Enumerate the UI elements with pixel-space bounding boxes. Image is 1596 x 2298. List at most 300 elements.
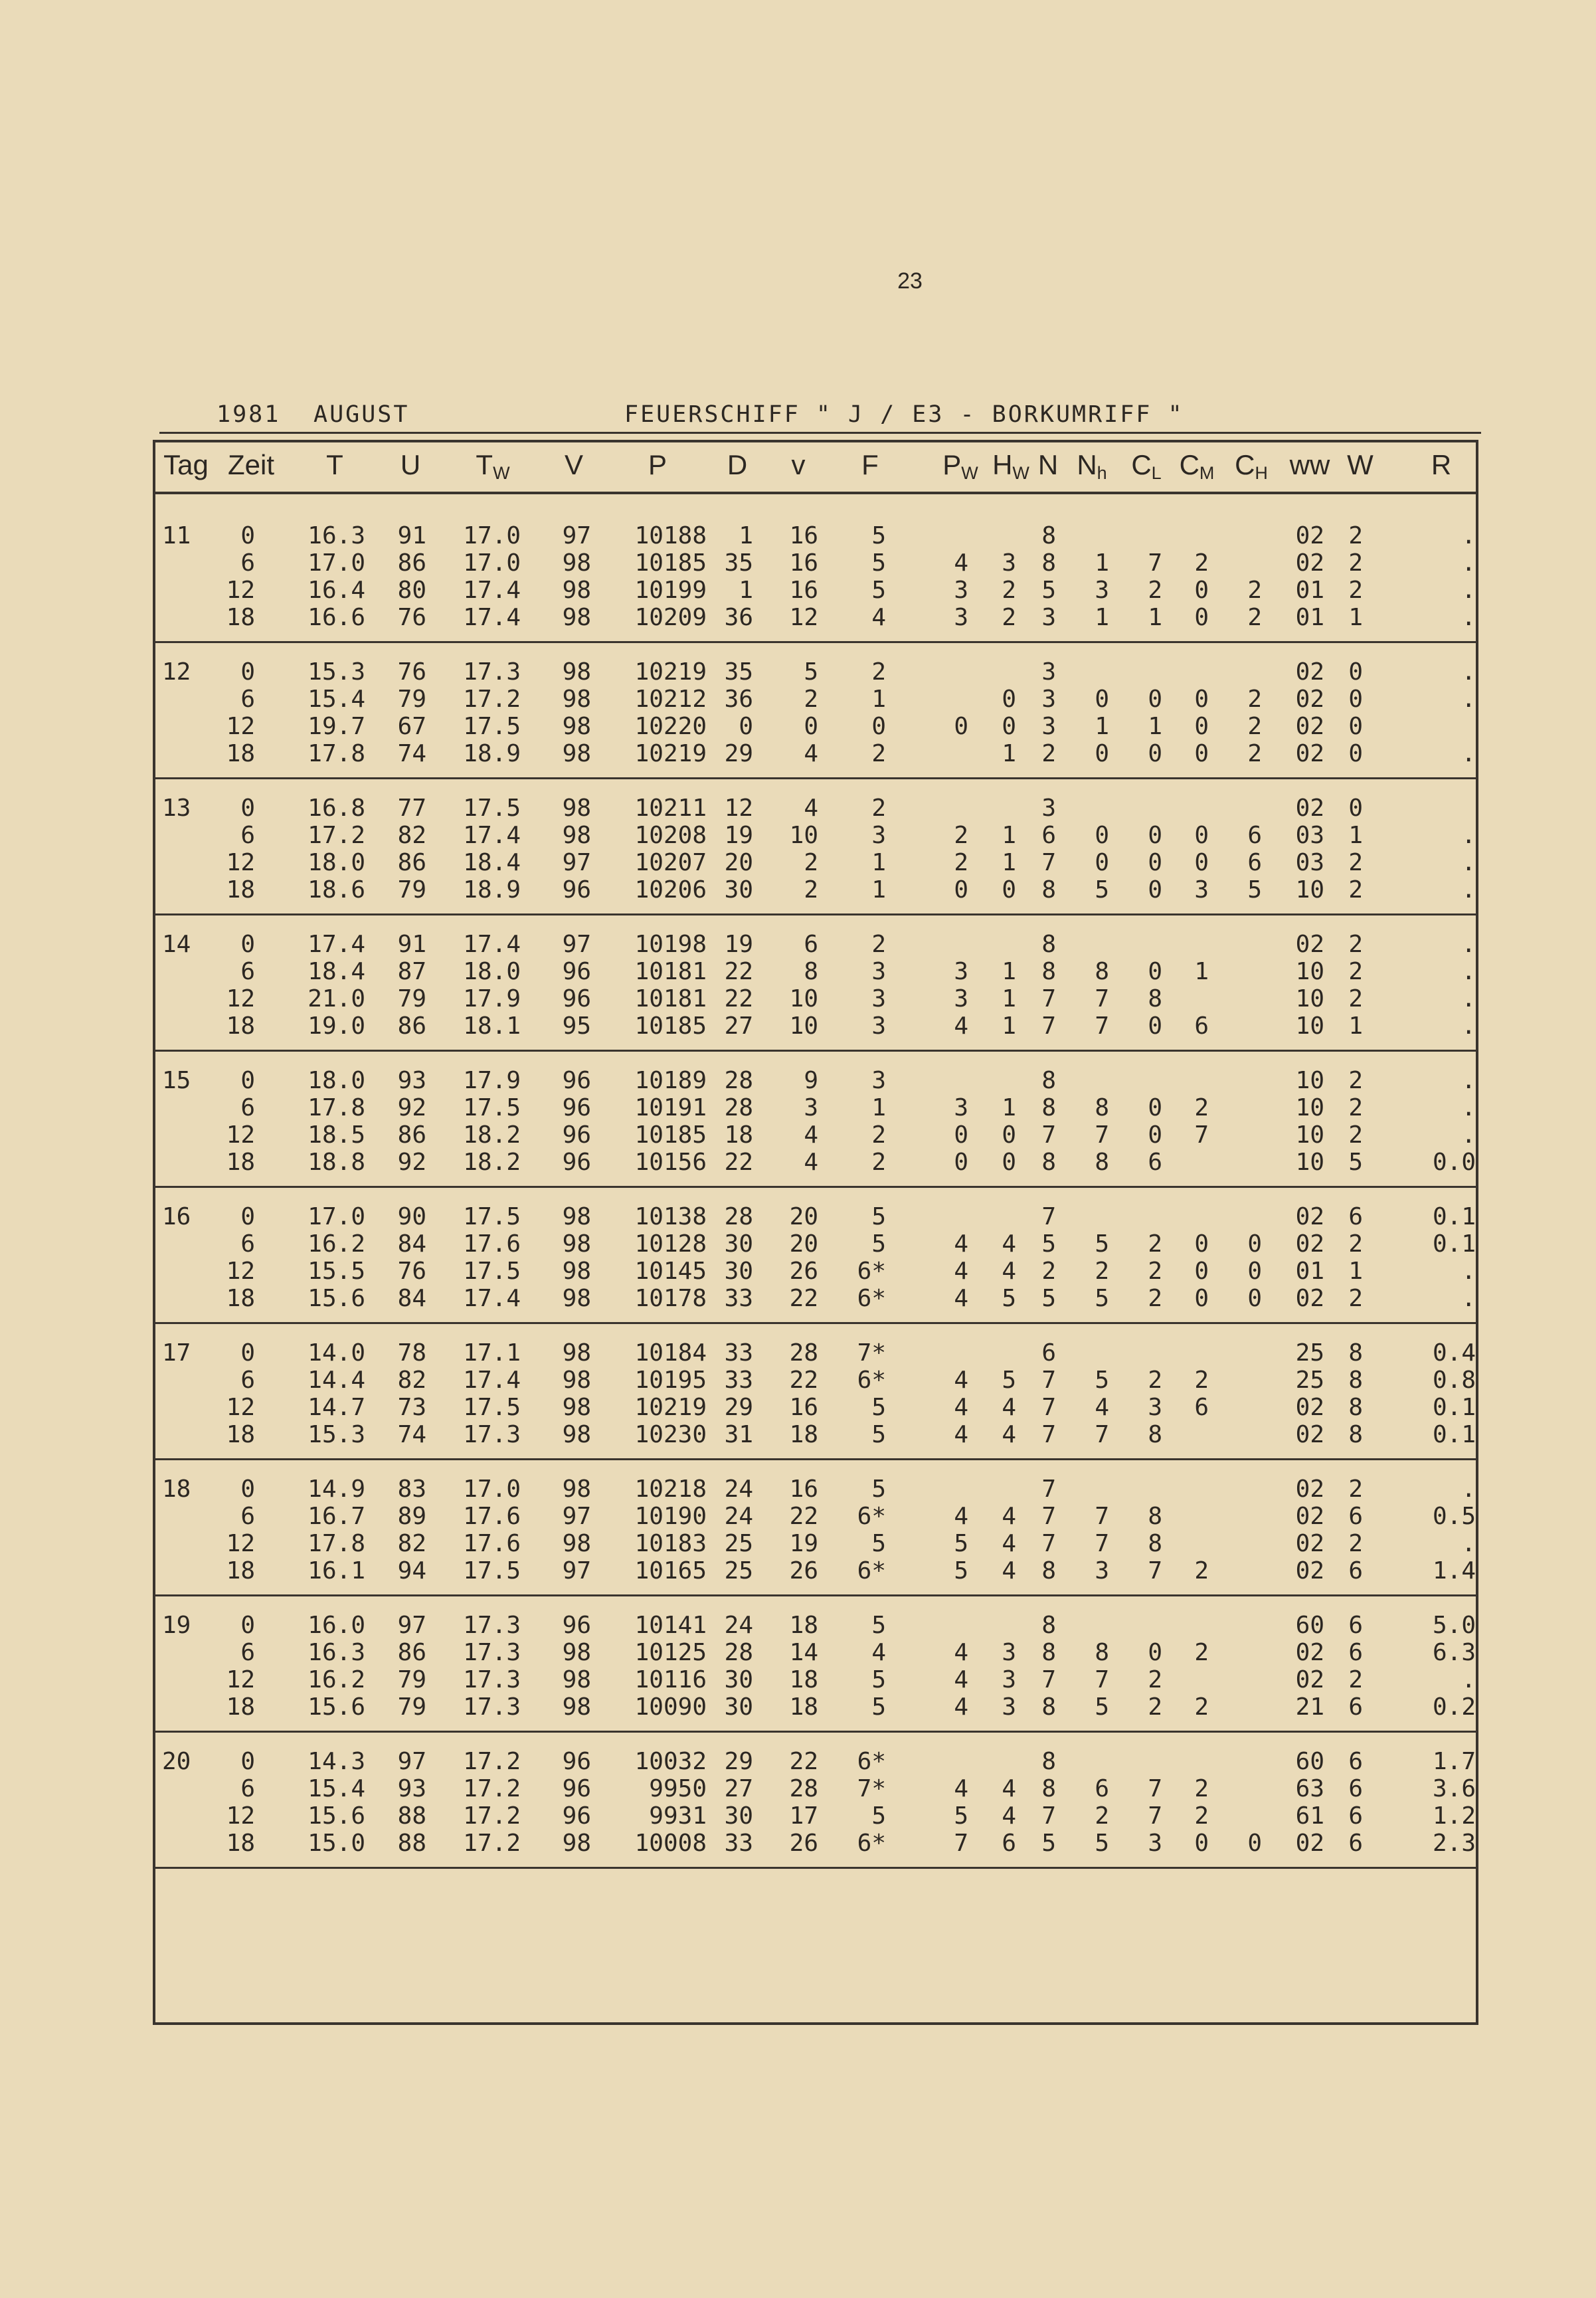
cell-zeit: 18 bbox=[226, 740, 255, 767]
cell-ww: 02 bbox=[1295, 549, 1324, 577]
cell-w: 6 bbox=[1348, 1203, 1363, 1230]
cell-ww: 02 bbox=[1295, 1285, 1324, 1312]
col-n: N bbox=[1037, 449, 1059, 480]
cell-v: 98 bbox=[562, 1639, 591, 1666]
cell-r: . bbox=[1461, 1012, 1476, 1040]
col-tw-main: T bbox=[476, 449, 493, 480]
cell-t: 19.7 bbox=[308, 713, 365, 740]
cell-cl: 0 bbox=[1148, 1094, 1162, 1121]
cell-w: 2 bbox=[1348, 1121, 1363, 1149]
cell-u: 79 bbox=[397, 1693, 426, 1721]
cell-hw: 4 bbox=[1002, 1775, 1016, 1802]
cell-u: 82 bbox=[397, 1530, 426, 1557]
cell-nh: 3 bbox=[1095, 1557, 1109, 1584]
cell-hw: 0 bbox=[1002, 1149, 1016, 1176]
cell-f: 5 bbox=[871, 549, 886, 577]
cell-t: 18.8 bbox=[308, 1149, 365, 1176]
cell-f: 2 bbox=[871, 1121, 886, 1149]
cell-ww: 02 bbox=[1295, 1639, 1324, 1666]
cell-p: 10211 bbox=[634, 795, 707, 822]
cell-nh: 5 bbox=[1095, 1693, 1109, 1721]
cell-ww: 10 bbox=[1295, 1012, 1324, 1040]
cell-v: 98 bbox=[562, 1367, 591, 1394]
cell-u: 91 bbox=[397, 931, 426, 958]
cell-cm: 0 bbox=[1194, 1258, 1209, 1285]
cell-tw: 17.1 bbox=[463, 1339, 521, 1367]
cell-nh: 8 bbox=[1095, 1149, 1109, 1176]
cell-w: 2 bbox=[1348, 1094, 1363, 1121]
cell-nh: 7 bbox=[1095, 1503, 1109, 1530]
cell-u: 93 bbox=[397, 1067, 426, 1094]
col-hw bbox=[992, 449, 1029, 484]
cell-v: 98 bbox=[562, 1530, 591, 1557]
cell-v: 98 bbox=[562, 1258, 591, 1285]
cell-p: 10165 bbox=[634, 1557, 707, 1584]
cell-v-speed: 9 bbox=[804, 1067, 818, 1094]
cell-pw: 4 bbox=[954, 1394, 968, 1421]
cell-p: 10090 bbox=[634, 1693, 707, 1721]
cell-cm: 6 bbox=[1194, 1394, 1209, 1421]
cell-u: 97 bbox=[397, 1612, 426, 1639]
cell-ww: 02 bbox=[1295, 1230, 1324, 1258]
cell-pw: 4 bbox=[954, 1367, 968, 1394]
cell-d: 31 bbox=[724, 1421, 753, 1448]
cell-f: 6* bbox=[857, 1557, 886, 1584]
cell-tw: 18.2 bbox=[463, 1149, 521, 1176]
cell-v-speed: 18 bbox=[789, 1666, 818, 1693]
cell-v-speed: 22 bbox=[789, 1367, 818, 1394]
cell-tw: 17.5 bbox=[463, 1394, 521, 1421]
cell-f: 3 bbox=[871, 1067, 886, 1094]
cell-r: . bbox=[1461, 740, 1476, 767]
cell-p: 10181 bbox=[634, 958, 707, 985]
cell-u: 73 bbox=[397, 1394, 426, 1421]
cell-tw: 17.2 bbox=[463, 1802, 521, 1830]
cell-v: 98 bbox=[562, 1394, 591, 1421]
cell-u: 86 bbox=[397, 849, 426, 876]
cell-cl: 0 bbox=[1148, 1012, 1162, 1040]
cell-f: 3 bbox=[871, 822, 886, 849]
table-row bbox=[155, 713, 1476, 741]
cell-zeit: 0 bbox=[240, 1339, 255, 1367]
table-row bbox=[155, 604, 1476, 632]
cell-u: 84 bbox=[397, 1285, 426, 1312]
cell-cl: 2 bbox=[1148, 1285, 1162, 1312]
cell-hw: 1 bbox=[1002, 740, 1016, 767]
day-label: 14 bbox=[162, 931, 191, 958]
cell-t: 17.0 bbox=[308, 1203, 365, 1230]
cell-r: 1.7 bbox=[1432, 1748, 1476, 1775]
cell-d: 25 bbox=[724, 1557, 753, 1584]
table-row bbox=[155, 1121, 1476, 1149]
cell-ww: 02 bbox=[1295, 795, 1324, 822]
table-row bbox=[155, 658, 1476, 686]
cell-tw: 17.3 bbox=[463, 1639, 521, 1666]
cell-f: 1 bbox=[871, 686, 886, 713]
cell-pw: 4 bbox=[954, 1775, 968, 1802]
cell-cl: 8 bbox=[1148, 1503, 1162, 1530]
cell-pw: 4 bbox=[954, 1285, 968, 1312]
cell-t: 16.3 bbox=[308, 1639, 365, 1666]
cell-n: 5 bbox=[1041, 1285, 1056, 1312]
cell-cm: 2 bbox=[1194, 1775, 1209, 1802]
cell-zeit: 6 bbox=[240, 1775, 255, 1802]
cell-pw: 3 bbox=[954, 1094, 968, 1121]
cell-p: 10125 bbox=[634, 1639, 707, 1666]
cell-cl: 8 bbox=[1148, 1421, 1162, 1448]
cell-hw: 0 bbox=[1002, 876, 1016, 904]
cell-zeit: 12 bbox=[226, 1258, 255, 1285]
cell-d: 33 bbox=[724, 1367, 753, 1394]
cell-zeit: 12 bbox=[226, 985, 255, 1012]
cell-hw: 4 bbox=[1002, 1421, 1016, 1448]
col-v-upper: V bbox=[564, 449, 584, 480]
cell-cl: 2 bbox=[1148, 1693, 1162, 1721]
cell-pw: 5 bbox=[954, 1557, 968, 1584]
cell-zeit: 12 bbox=[226, 1121, 255, 1149]
cell-w: 2 bbox=[1348, 931, 1363, 958]
cell-d: 30 bbox=[724, 1666, 753, 1693]
table-row bbox=[155, 1339, 1476, 1367]
cell-t: 16.7 bbox=[308, 1503, 365, 1530]
cell-w: 8 bbox=[1348, 1367, 1363, 1394]
cell-t: 15.4 bbox=[308, 1775, 365, 1802]
cell-pw: 7 bbox=[954, 1830, 968, 1857]
cell-n: 5 bbox=[1041, 1230, 1056, 1258]
cell-hw: 5 bbox=[1002, 1285, 1016, 1312]
cell-p: 10185 bbox=[634, 1121, 707, 1149]
cell-p: 10209 bbox=[634, 604, 707, 631]
col-d: D bbox=[727, 449, 748, 480]
table-row bbox=[155, 1612, 1476, 1640]
day-block bbox=[155, 1189, 1476, 1324]
cell-n: 3 bbox=[1041, 713, 1056, 740]
cell-v: 98 bbox=[562, 1285, 591, 1312]
cell-d: 22 bbox=[724, 1149, 753, 1176]
cell-w: 2 bbox=[1348, 522, 1363, 549]
cell-w: 8 bbox=[1348, 1421, 1363, 1448]
cell-v-speed: 18 bbox=[789, 1421, 818, 1448]
cell-n: 8 bbox=[1041, 1775, 1056, 1802]
cell-v-speed: 2 bbox=[804, 849, 818, 876]
cell-zeit: 12 bbox=[226, 1802, 255, 1830]
cell-w: 2 bbox=[1348, 985, 1363, 1012]
cell-t: 17.4 bbox=[308, 931, 365, 958]
cell-u: 92 bbox=[397, 1094, 426, 1121]
table-row bbox=[155, 1476, 1476, 1503]
table-row bbox=[155, 1666, 1476, 1694]
cell-p: 10178 bbox=[634, 1285, 707, 1312]
cell-u: 74 bbox=[397, 740, 426, 767]
cell-d: 12 bbox=[724, 795, 753, 822]
cell-nh: 8 bbox=[1095, 1639, 1109, 1666]
cell-n: 8 bbox=[1041, 1693, 1056, 1721]
day-label: 18 bbox=[162, 1476, 191, 1503]
day-block bbox=[155, 916, 1476, 1052]
cell-n: 3 bbox=[1041, 604, 1056, 631]
table-row bbox=[155, 1394, 1476, 1422]
cell-u: 91 bbox=[397, 522, 426, 549]
cell-cm: 3 bbox=[1194, 876, 1209, 904]
cell-f: 5 bbox=[871, 1693, 886, 1721]
cell-r: . bbox=[1461, 577, 1476, 604]
cell-nh: 2 bbox=[1095, 1802, 1109, 1830]
cell-v-speed: 14 bbox=[789, 1639, 818, 1666]
cell-w: 6 bbox=[1348, 1693, 1363, 1721]
cell-nh: 8 bbox=[1095, 958, 1109, 985]
cell-f: 3 bbox=[871, 985, 886, 1012]
cell-n: 2 bbox=[1041, 1258, 1056, 1285]
cell-tw: 17.5 bbox=[463, 1557, 521, 1584]
cell-pw: 4 bbox=[954, 1012, 968, 1040]
cell-v-speed: 2 bbox=[804, 876, 818, 904]
cell-u: 67 bbox=[397, 713, 426, 740]
col-f: F bbox=[861, 449, 879, 480]
cell-r: 0.8 bbox=[1432, 1367, 1476, 1394]
cell-w: 6 bbox=[1348, 1503, 1363, 1530]
cell-t: 15.0 bbox=[308, 1830, 365, 1857]
cell-f: 1 bbox=[871, 1094, 886, 1121]
cell-zeit: 6 bbox=[240, 1639, 255, 1666]
cell-d: 0 bbox=[739, 713, 753, 740]
cell-v-speed: 0 bbox=[804, 713, 818, 740]
cell-r: 1.2 bbox=[1432, 1802, 1476, 1830]
cell-u: 79 bbox=[397, 876, 426, 904]
cell-r: . bbox=[1461, 658, 1476, 686]
cell-tw: 17.2 bbox=[463, 1830, 521, 1857]
day-label: 12 bbox=[162, 658, 191, 686]
cell-pw: 3 bbox=[954, 604, 968, 631]
cell-r: . bbox=[1461, 985, 1476, 1012]
table-row bbox=[155, 1067, 1476, 1095]
title-rule bbox=[159, 432, 1481, 434]
cell-w: 1 bbox=[1348, 1012, 1363, 1040]
cell-n: 8 bbox=[1041, 1067, 1056, 1094]
cell-r: . bbox=[1461, 522, 1476, 549]
cell-r: 0.2 bbox=[1432, 1693, 1476, 1721]
cell-r: 5.0 bbox=[1432, 1612, 1476, 1639]
table-row bbox=[155, 1421, 1476, 1449]
cell-w: 6 bbox=[1348, 1830, 1363, 1857]
table-row bbox=[155, 1094, 1476, 1122]
table-title bbox=[159, 401, 1474, 433]
cell-f: 4 bbox=[871, 1639, 886, 1666]
cell-ww: 60 bbox=[1295, 1748, 1324, 1775]
cell-ww: 25 bbox=[1295, 1339, 1324, 1367]
cell-t: 15.6 bbox=[308, 1802, 365, 1830]
cell-w: 2 bbox=[1348, 577, 1363, 604]
cell-cm: 0 bbox=[1194, 849, 1209, 876]
cell-v-speed: 16 bbox=[789, 549, 818, 577]
cell-tw: 17.3 bbox=[463, 1421, 521, 1448]
cell-hw: 1 bbox=[1002, 849, 1016, 876]
cell-t: 18.5 bbox=[308, 1121, 365, 1149]
cell-f: 5 bbox=[871, 1530, 886, 1557]
cell-v: 98 bbox=[562, 686, 591, 713]
col-pw-sub: W bbox=[961, 463, 978, 483]
cell-t: 17.8 bbox=[308, 740, 365, 767]
cell-t: 21.0 bbox=[308, 985, 365, 1012]
cell-t: 16.6 bbox=[308, 604, 365, 631]
cell-zeit: 12 bbox=[226, 1530, 255, 1557]
cell-w: 8 bbox=[1348, 1394, 1363, 1421]
cell-ww: 02 bbox=[1295, 658, 1324, 686]
cell-ww: 10 bbox=[1295, 985, 1324, 1012]
table-row bbox=[155, 795, 1476, 822]
cell-cl: 0 bbox=[1148, 822, 1162, 849]
day-label: 19 bbox=[162, 1612, 191, 1639]
cell-p: 10188 bbox=[634, 522, 707, 549]
cell-pw: 4 bbox=[954, 1639, 968, 1666]
cell-v-speed: 10 bbox=[789, 822, 818, 849]
cell-w: 1 bbox=[1348, 822, 1363, 849]
cell-cm: 6 bbox=[1194, 1012, 1209, 1040]
cell-u: 76 bbox=[397, 658, 426, 686]
cell-t: 15.5 bbox=[308, 1258, 365, 1285]
cell-nh: 7 bbox=[1095, 1421, 1109, 1448]
cell-d: 25 bbox=[724, 1530, 753, 1557]
col-u: U bbox=[400, 449, 421, 480]
col-cm bbox=[1180, 449, 1215, 484]
cell-hw: 4 bbox=[1002, 1258, 1016, 1285]
cell-cl: 7 bbox=[1148, 1802, 1162, 1830]
cell-d: 30 bbox=[724, 1258, 753, 1285]
day-block bbox=[155, 1052, 1476, 1188]
cell-n: 5 bbox=[1041, 577, 1056, 604]
cell-nh: 0 bbox=[1095, 686, 1109, 713]
day-label: 13 bbox=[162, 795, 191, 822]
cell-hw: 0 bbox=[1002, 713, 1016, 740]
cell-u: 88 bbox=[397, 1830, 426, 1857]
cell-n: 8 bbox=[1041, 876, 1056, 904]
col-p: P bbox=[648, 449, 667, 480]
day-block bbox=[155, 1325, 1476, 1460]
cell-u: 97 bbox=[397, 1748, 426, 1775]
cell-cl: 0 bbox=[1148, 849, 1162, 876]
cell-d: 35 bbox=[724, 658, 753, 686]
cell-cm: 1 bbox=[1194, 958, 1209, 985]
cell-pw: 5 bbox=[954, 1530, 968, 1557]
cell-r: 3.6 bbox=[1432, 1775, 1476, 1802]
cell-nh: 0 bbox=[1095, 740, 1109, 767]
cell-ww: 21 bbox=[1295, 1693, 1324, 1721]
table-row bbox=[155, 985, 1476, 1013]
cell-pw: 0 bbox=[954, 876, 968, 904]
cell-v: 98 bbox=[562, 1693, 591, 1721]
cell-v-speed: 10 bbox=[789, 1012, 818, 1040]
month-label: AUGUST bbox=[313, 401, 410, 428]
cell-ww: 03 bbox=[1295, 849, 1324, 876]
cell-p: 10219 bbox=[634, 1394, 707, 1421]
cell-r: . bbox=[1461, 686, 1476, 713]
cell-v-speed: 28 bbox=[789, 1775, 818, 1802]
cell-cm: 0 bbox=[1194, 1285, 1209, 1312]
cell-ww: 01 bbox=[1295, 577, 1324, 604]
cell-ch: 2 bbox=[1247, 686, 1262, 713]
cell-v-speed: 20 bbox=[789, 1203, 818, 1230]
cell-v-speed: 16 bbox=[789, 522, 818, 549]
cell-n: 8 bbox=[1041, 958, 1056, 985]
cell-f: 5 bbox=[871, 1476, 886, 1503]
cell-n: 3 bbox=[1041, 795, 1056, 822]
cell-n: 6 bbox=[1041, 822, 1056, 849]
cell-tw: 17.5 bbox=[463, 1203, 521, 1230]
page-number: 23 bbox=[897, 268, 923, 294]
cell-v-speed: 2 bbox=[804, 686, 818, 713]
cell-pw: 3 bbox=[954, 577, 968, 604]
col-zeit: Zeit bbox=[227, 449, 275, 480]
cell-n: 7 bbox=[1041, 1421, 1056, 1448]
cell-zeit: 12 bbox=[226, 713, 255, 740]
cell-d: 19 bbox=[724, 931, 753, 958]
cell-f: 5 bbox=[871, 1230, 886, 1258]
cell-p: 9950 bbox=[649, 1775, 707, 1802]
cell-cm: 7 bbox=[1194, 1121, 1209, 1149]
cell-w: 2 bbox=[1348, 958, 1363, 985]
cell-d: 33 bbox=[724, 1285, 753, 1312]
cell-n: 7 bbox=[1041, 1012, 1056, 1040]
cell-u: 88 bbox=[397, 1802, 426, 1830]
cell-d: 1 bbox=[739, 577, 753, 604]
cell-cm: 2 bbox=[1194, 1557, 1209, 1584]
cell-ww: 10 bbox=[1295, 958, 1324, 985]
cell-zeit: 6 bbox=[240, 1367, 255, 1394]
cell-r: 6.3 bbox=[1432, 1639, 1476, 1666]
cell-r: . bbox=[1461, 1121, 1476, 1149]
cell-n: 7 bbox=[1041, 985, 1056, 1012]
cell-t: 15.3 bbox=[308, 658, 365, 686]
cell-f: 3 bbox=[871, 958, 886, 985]
cell-cm: 2 bbox=[1194, 1639, 1209, 1666]
cell-t: 16.2 bbox=[308, 1666, 365, 1693]
cell-v: 95 bbox=[562, 1012, 591, 1040]
cell-ww: 01 bbox=[1295, 604, 1324, 631]
cell-zeit: 6 bbox=[240, 549, 255, 577]
cell-p: 10220 bbox=[634, 713, 707, 740]
cell-v-speed: 4 bbox=[804, 740, 818, 767]
cell-tw: 17.4 bbox=[463, 577, 521, 604]
cell-p: 10185 bbox=[634, 1012, 707, 1040]
cell-t: 17.8 bbox=[308, 1094, 365, 1121]
cell-v-speed: 28 bbox=[789, 1339, 818, 1367]
cell-t: 19.0 bbox=[308, 1012, 365, 1040]
cell-tw: 18.0 bbox=[463, 958, 521, 985]
cell-zeit: 0 bbox=[240, 1067, 255, 1094]
cell-v-speed: 19 bbox=[789, 1530, 818, 1557]
col-cl-main: C bbox=[1131, 449, 1152, 480]
cell-hw: 1 bbox=[1002, 822, 1016, 849]
cell-hw: 3 bbox=[1002, 1693, 1016, 1721]
cell-v-speed: 4 bbox=[804, 795, 818, 822]
cell-zeit: 0 bbox=[240, 522, 255, 549]
cell-t: 17.0 bbox=[308, 549, 365, 577]
cell-v-speed: 20 bbox=[789, 1230, 818, 1258]
cell-p: 10145 bbox=[634, 1258, 707, 1285]
cell-t: 14.0 bbox=[308, 1339, 365, 1367]
cell-u: 74 bbox=[397, 1421, 426, 1448]
cell-ww: 10 bbox=[1295, 1094, 1324, 1121]
cell-tw: 18.9 bbox=[463, 876, 521, 904]
cell-tw: 17.2 bbox=[463, 1748, 521, 1775]
cell-v: 98 bbox=[562, 1666, 591, 1693]
cell-cl: 0 bbox=[1148, 740, 1162, 767]
cell-u: 78 bbox=[397, 1339, 426, 1367]
cell-p: 10208 bbox=[634, 822, 707, 849]
cell-r: 0.1 bbox=[1432, 1230, 1476, 1258]
cell-hw: 0 bbox=[1002, 686, 1016, 713]
cell-ch: 2 bbox=[1247, 740, 1262, 767]
cell-f: 6* bbox=[857, 1748, 886, 1775]
